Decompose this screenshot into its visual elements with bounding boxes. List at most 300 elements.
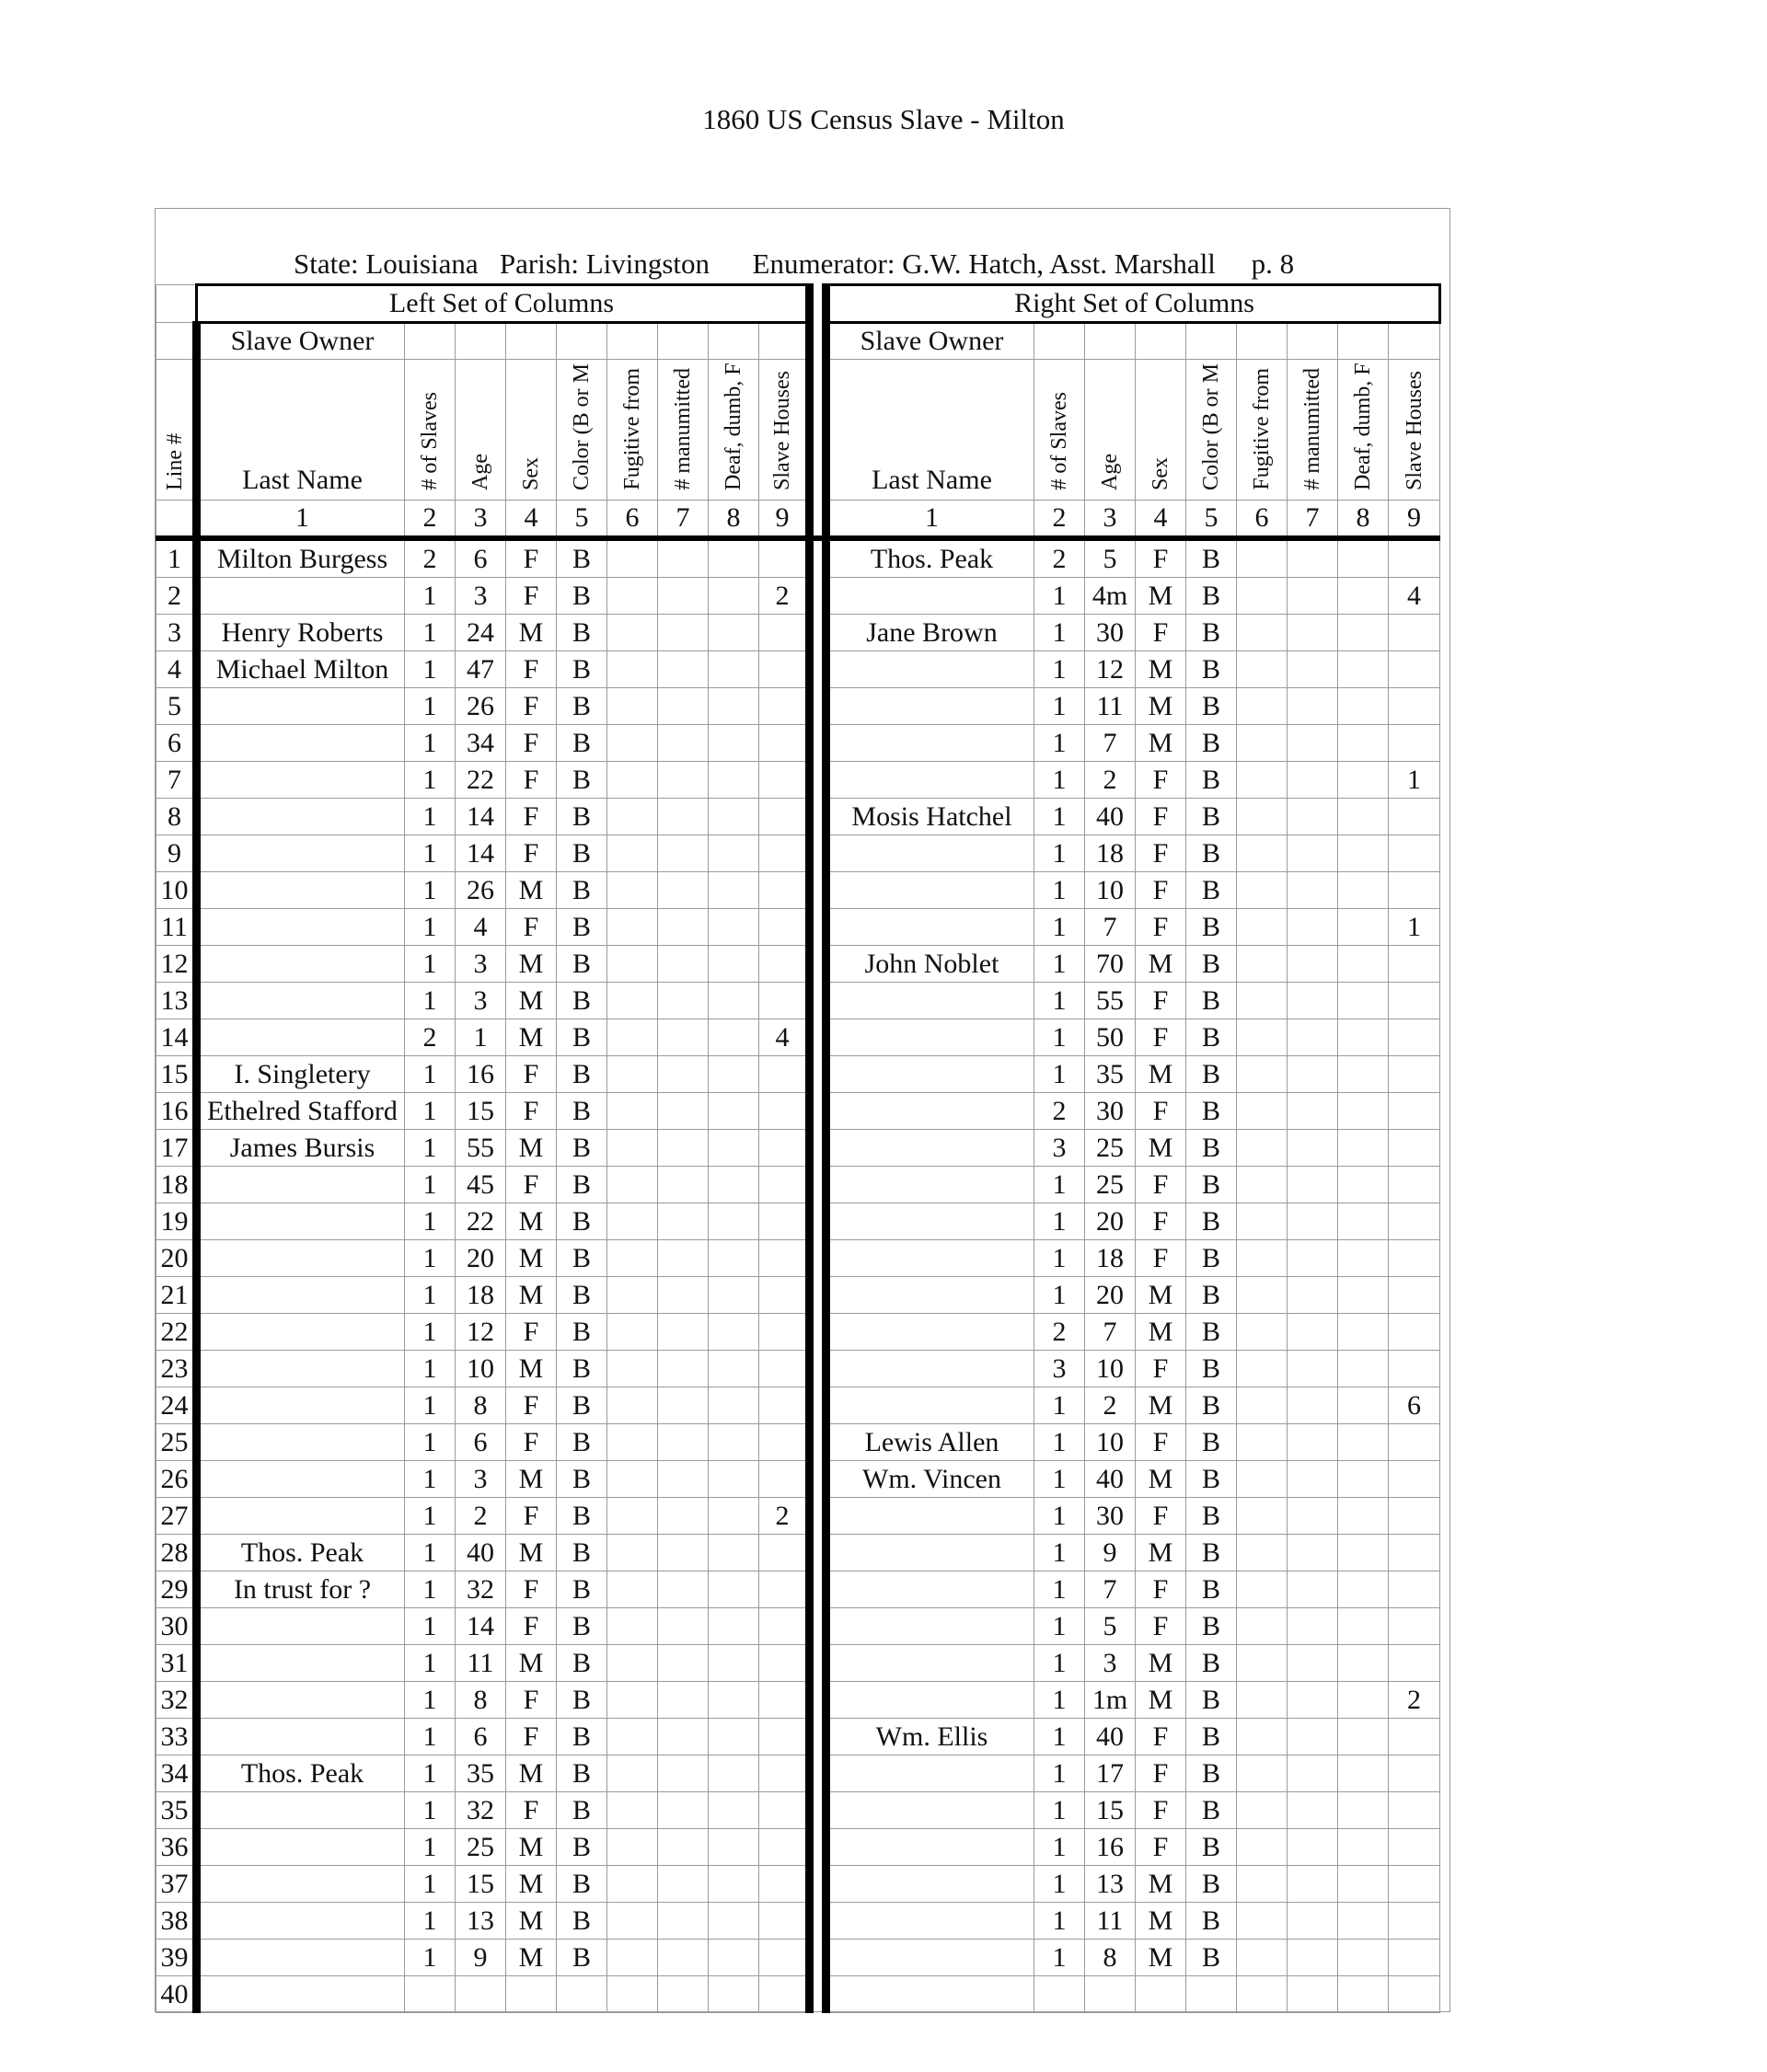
right-data-cell: B	[1186, 1498, 1237, 1535]
left-data-cell: 1	[405, 1314, 456, 1351]
right-owner-cell	[826, 1387, 1034, 1424]
left-data-cell: 3	[456, 983, 506, 1019]
right-data-cell: 2	[1034, 538, 1085, 578]
left-data-cell	[658, 1755, 709, 1792]
left-data-cell: 1	[405, 946, 456, 983]
left-owner-cell	[197, 1424, 405, 1461]
right-data-cell	[1389, 799, 1440, 835]
left-data-cell: 6	[456, 538, 506, 578]
right-data-cell: 7	[1085, 1571, 1136, 1608]
right-column-number: 9	[1389, 501, 1440, 539]
left-data-cell: 10	[456, 1351, 506, 1387]
line-number-header	[156, 360, 197, 501]
left-data-cell: 32	[456, 1571, 506, 1608]
right-owner-cell	[826, 1314, 1034, 1351]
right-data-cell: 1	[1034, 615, 1085, 651]
line-number: 23	[156, 1351, 197, 1387]
left-data-cell	[607, 983, 658, 1019]
right-data-cell: 12	[1085, 651, 1136, 688]
table-row	[156, 1424, 1440, 1461]
right-data-cell: 1	[1034, 578, 1085, 615]
right-data-cell: B	[1186, 1866, 1237, 1903]
right-data-cell: 1	[1034, 1829, 1085, 1866]
right-data-cell	[1389, 1571, 1440, 1608]
right-data-cell: 3	[1034, 1351, 1085, 1387]
right-data-cell: 6	[1389, 1387, 1440, 1424]
right-owner-cell	[826, 983, 1034, 1019]
left-data-cell	[759, 1866, 810, 1903]
left-column-number: 5	[557, 501, 607, 539]
line-number-header-text: Line #	[162, 433, 187, 490]
left-data-cell	[405, 1976, 456, 2013]
left-data-cell: 11	[456, 1645, 506, 1682]
right-data-cell: F	[1136, 538, 1186, 578]
table-row	[156, 1130, 1440, 1167]
left-data-cell: 47	[456, 651, 506, 688]
left-data-cell	[607, 615, 658, 651]
right-data-cell	[1288, 538, 1338, 578]
left-owner-cell	[197, 1829, 405, 1866]
table-row	[156, 1866, 1440, 1903]
right-data-cell: 2	[1034, 1314, 1085, 1351]
right-data-cell: B	[1186, 1203, 1237, 1240]
left-data-cell: 1	[405, 1682, 456, 1719]
right-data-cell	[1389, 1940, 1440, 1976]
right-column-header-text: Sex	[1149, 457, 1172, 490]
right-data-cell: 1	[1034, 799, 1085, 835]
table-row	[156, 1167, 1440, 1203]
right-data-cell	[1288, 1755, 1338, 1792]
table-row	[156, 1719, 1440, 1755]
left-data-cell: 1	[405, 725, 456, 762]
line-number: 3	[156, 615, 197, 651]
right-data-cell: 8	[1085, 1940, 1136, 1976]
line-number: 28	[156, 1535, 197, 1571]
right-data-cell	[1288, 799, 1338, 835]
left-data-cell: 32	[456, 1792, 506, 1829]
left-data-cell	[607, 725, 658, 762]
line-number: 31	[156, 1645, 197, 1682]
right-data-cell: B	[1186, 651, 1237, 688]
left-data-cell	[658, 1571, 709, 1608]
left-data-cell	[709, 1461, 759, 1498]
left-data-cell: 8	[456, 1682, 506, 1719]
left-owner-cell: Ethelred Stafford	[197, 1093, 405, 1130]
left-data-cell	[759, 1240, 810, 1277]
left-column-header-text: Sex	[519, 457, 543, 490]
right-data-cell: B	[1186, 1056, 1237, 1093]
left-data-cell: F	[506, 835, 557, 872]
left-data-cell	[759, 1130, 810, 1167]
left-data-cell	[607, 538, 658, 578]
left-data-cell: B	[557, 1203, 607, 1240]
right-data-cell: 1	[1034, 1240, 1085, 1277]
right-column-header-text: Deaf, dumb, F	[1351, 363, 1375, 490]
left-data-cell: B	[557, 1424, 607, 1461]
left-data-cell: B	[557, 1755, 607, 1792]
left-data-cell: F	[506, 1719, 557, 1755]
line-number: 17	[156, 1130, 197, 1167]
right-data-cell	[1288, 1277, 1338, 1314]
right-data-cell: M	[1136, 1461, 1186, 1498]
left-data-cell	[557, 1976, 607, 2013]
right-data-cell	[1338, 1498, 1389, 1535]
left-data-cell: B	[557, 1535, 607, 1571]
right-data-cell	[1237, 1719, 1288, 1755]
left-data-cell	[658, 762, 709, 799]
right-data-cell: B	[1186, 578, 1237, 615]
left-data-cell	[759, 1351, 810, 1387]
left-data-cell	[658, 1645, 709, 1682]
right-data-cell	[1237, 688, 1288, 725]
right-data-cell	[1338, 1203, 1389, 1240]
right-data-cell	[1338, 725, 1389, 762]
right-data-cell: 25	[1085, 1130, 1136, 1167]
left-data-cell: B	[557, 1645, 607, 1682]
right-data-cell	[1338, 1093, 1389, 1130]
left-data-cell	[709, 1203, 759, 1240]
right-data-cell: M	[1136, 1903, 1186, 1940]
left-owner-cell	[197, 1719, 405, 1755]
left-data-cell: M	[506, 872, 557, 909]
right-data-cell	[1389, 1056, 1440, 1093]
left-data-cell	[709, 1019, 759, 1056]
right-data-cell	[1389, 1203, 1440, 1240]
table-row	[156, 615, 1440, 651]
right-data-cell: B	[1186, 1314, 1237, 1351]
left-data-cell	[607, 1682, 658, 1719]
left-data-cell: B	[557, 1130, 607, 1167]
right-data-cell: F	[1136, 1167, 1186, 1203]
left-data-cell: 15	[456, 1093, 506, 1130]
line-number: 18	[156, 1167, 197, 1203]
left-data-cell: B	[557, 1719, 607, 1755]
right-data-cell: B	[1186, 1093, 1237, 1130]
right-data-cell: 1	[1034, 946, 1085, 983]
line-number: 24	[156, 1387, 197, 1424]
right-data-cell: F	[1136, 1351, 1186, 1387]
left-column-header	[557, 360, 607, 501]
right-data-cell: 1	[1034, 983, 1085, 1019]
left-owner-cell	[197, 1682, 405, 1719]
right-data-cell: 3	[1034, 1130, 1085, 1167]
right-data-cell: 16	[1085, 1829, 1136, 1866]
right-column-number: 6	[1237, 501, 1288, 539]
right-column-header-text: # manumitted	[1300, 368, 1324, 490]
line-number: 13	[156, 983, 197, 1019]
right-data-cell	[1288, 909, 1338, 946]
right-data-cell	[1237, 1314, 1288, 1351]
left-data-cell	[759, 1535, 810, 1571]
left-data-cell	[759, 538, 810, 578]
left-data-cell	[607, 1056, 658, 1093]
right-data-cell	[1338, 1976, 1389, 2013]
right-data-cell: 1	[1034, 1645, 1085, 1682]
right-data-cell: 5	[1085, 1608, 1136, 1645]
left-data-cell	[709, 1240, 759, 1277]
left-data-cell: F	[506, 1608, 557, 1645]
left-data-cell: M	[506, 1351, 557, 1387]
left-data-cell	[658, 799, 709, 835]
right-data-cell: 1	[1034, 872, 1085, 909]
left-data-cell: B	[557, 615, 607, 651]
left-data-cell	[709, 1093, 759, 1130]
left-data-cell: 1	[405, 1351, 456, 1387]
left-data-cell: M	[506, 1461, 557, 1498]
right-data-cell	[1338, 1535, 1389, 1571]
line-number: 34	[156, 1755, 197, 1792]
right-column-number: 1	[826, 501, 1034, 539]
left-data-cell: B	[557, 1314, 607, 1351]
right-data-cell	[1237, 909, 1288, 946]
right-data-cell	[1237, 1351, 1288, 1387]
right-data-cell	[1389, 1424, 1440, 1461]
right-data-cell: F	[1136, 1608, 1186, 1645]
right-data-cell	[1186, 1976, 1237, 2013]
right-data-cell	[1237, 1277, 1288, 1314]
left-data-cell: F	[506, 1792, 557, 1829]
right-column-header	[1136, 360, 1186, 501]
right-data-cell	[1338, 1940, 1389, 1976]
right-data-cell	[1288, 1535, 1338, 1571]
left-data-cell: 1	[405, 688, 456, 725]
left-owner-cell	[197, 983, 405, 1019]
left-data-cell: F	[506, 762, 557, 799]
left-data-cell	[709, 1571, 759, 1608]
right-column-header-text: Slave Houses	[1402, 371, 1426, 490]
line-number: 9	[156, 835, 197, 872]
line-number: 14	[156, 1019, 197, 1056]
right-data-cell: 1	[1034, 1461, 1085, 1498]
right-owner-cell	[826, 872, 1034, 909]
right-data-cell: M	[1136, 1314, 1186, 1351]
left-data-cell	[759, 1903, 810, 1940]
left-data-cell: M	[506, 1240, 557, 1277]
table-row	[156, 578, 1440, 615]
left-data-cell: M	[506, 1755, 557, 1792]
right-data-cell	[1288, 688, 1338, 725]
left-data-cell: 8	[456, 1387, 506, 1424]
left-data-cell: B	[557, 1240, 607, 1277]
left-data-cell	[709, 1866, 759, 1903]
right-data-cell	[1288, 983, 1338, 1019]
right-data-cell: 1	[1034, 1019, 1085, 1056]
left-data-cell	[709, 1424, 759, 1461]
left-data-cell	[607, 1277, 658, 1314]
right-owner-cell	[826, 1608, 1034, 1645]
table-row	[156, 1571, 1440, 1608]
left-data-cell	[759, 615, 810, 651]
left-data-cell: 1	[405, 1056, 456, 1093]
left-data-cell: 3	[456, 946, 506, 983]
right-owner-cell	[826, 651, 1034, 688]
left-data-cell: 6	[456, 1424, 506, 1461]
left-data-cell	[607, 1314, 658, 1351]
left-data-cell	[709, 615, 759, 651]
right-data-cell	[1389, 1792, 1440, 1829]
right-data-cell	[1389, 538, 1440, 578]
left-column-header	[709, 360, 759, 501]
left-data-cell	[658, 1866, 709, 1903]
right-data-cell	[1389, 1093, 1440, 1130]
left-data-cell: B	[557, 1940, 607, 1976]
right-data-cell: B	[1186, 1608, 1237, 1645]
right-column-header	[1085, 360, 1136, 501]
right-column-header-text: Age	[1098, 454, 1122, 490]
line-number: 32	[156, 1682, 197, 1719]
left-data-cell: 1	[405, 1940, 456, 1976]
left-data-cell	[607, 1571, 658, 1608]
left-data-cell: 1	[405, 615, 456, 651]
left-column-header-text: # manumitted	[671, 368, 695, 490]
right-column-header	[1034, 360, 1085, 501]
right-data-cell	[1237, 835, 1288, 872]
right-data-cell: 30	[1085, 1093, 1136, 1130]
left-owner-cell	[197, 1792, 405, 1829]
right-data-cell	[1237, 1424, 1288, 1461]
right-data-cell: 17	[1085, 1755, 1136, 1792]
right-owner-cell	[826, 1940, 1034, 1976]
left-owner-cell: I. Singletery	[197, 1056, 405, 1093]
left-data-cell	[658, 946, 709, 983]
right-data-cell	[1288, 1866, 1338, 1903]
left-owner-cell	[197, 1167, 405, 1203]
left-owner-cell	[197, 578, 405, 615]
right-data-cell	[1338, 1019, 1389, 1056]
right-data-cell	[1288, 1314, 1338, 1351]
left-data-cell: B	[557, 872, 607, 909]
left-data-cell	[658, 1056, 709, 1093]
right-data-cell: 9	[1085, 1535, 1136, 1571]
right-set-title: Right Set of Columns	[826, 285, 1440, 323]
right-data-cell: B	[1186, 1387, 1237, 1424]
left-data-cell	[709, 1940, 759, 1976]
right-owner-cell	[826, 1682, 1034, 1719]
right-data-cell	[1288, 1498, 1338, 1535]
right-data-cell	[1237, 1792, 1288, 1829]
left-data-cell	[759, 1314, 810, 1351]
left-data-cell	[607, 799, 658, 835]
left-data-cell: 6	[456, 1719, 506, 1755]
left-owner-cell	[197, 1240, 405, 1277]
right-data-cell	[1389, 725, 1440, 762]
right-data-cell: B	[1186, 1682, 1237, 1719]
line-number: 16	[156, 1093, 197, 1130]
right-data-cell: 1	[1389, 762, 1440, 799]
left-data-cell	[607, 872, 658, 909]
right-owner-cell	[826, 1498, 1034, 1535]
right-owner-cell	[826, 1019, 1034, 1056]
right-owner-cell	[826, 1240, 1034, 1277]
right-data-cell	[1389, 1976, 1440, 2013]
right-data-cell: M	[1136, 1130, 1186, 1167]
left-data-cell: B	[557, 1167, 607, 1203]
left-data-cell: B	[557, 1351, 607, 1387]
left-data-cell: 1	[405, 1755, 456, 1792]
right-data-cell: M	[1136, 1645, 1186, 1682]
right-data-cell	[1288, 725, 1338, 762]
right-data-cell	[1389, 1903, 1440, 1940]
right-data-cell: B	[1186, 1535, 1237, 1571]
left-owner-cell	[197, 872, 405, 909]
right-data-cell: 1	[1034, 1535, 1085, 1571]
left-owner-cell	[197, 1608, 405, 1645]
right-data-cell	[1338, 1755, 1389, 1792]
right-data-cell: B	[1186, 538, 1237, 578]
left-data-cell: 3	[456, 1461, 506, 1498]
right-data-cell	[1288, 1719, 1338, 1755]
left-data-cell: 22	[456, 1203, 506, 1240]
right-column-header	[1338, 360, 1389, 501]
left-owner-cell: Henry Roberts	[197, 615, 405, 651]
left-data-cell	[709, 799, 759, 835]
left-data-cell	[759, 725, 810, 762]
right-data-cell	[1338, 1240, 1389, 1277]
left-data-cell: F	[506, 1682, 557, 1719]
left-data-cell: 4	[759, 1019, 810, 1056]
right-data-cell: 55	[1085, 983, 1136, 1019]
right-data-cell	[1389, 615, 1440, 651]
left-data-cell	[709, 1130, 759, 1167]
right-data-cell: F	[1136, 799, 1186, 835]
left-data-cell	[607, 1719, 658, 1755]
right-data-cell	[1288, 1203, 1338, 1240]
left-data-cell: M	[506, 983, 557, 1019]
right-data-cell	[1338, 538, 1389, 578]
left-data-cell: B	[557, 1829, 607, 1866]
right-data-cell	[1288, 615, 1338, 651]
right-data-cell	[1389, 1351, 1440, 1387]
left-column-header	[607, 360, 658, 501]
right-data-cell: B	[1186, 1719, 1237, 1755]
left-data-cell: 20	[456, 1240, 506, 1277]
left-data-cell	[709, 1056, 759, 1093]
right-data-cell	[1237, 1056, 1288, 1093]
right-data-cell: 10	[1085, 1424, 1136, 1461]
left-data-cell: B	[557, 1019, 607, 1056]
line-number: 40	[156, 1976, 197, 2013]
left-data-cell	[607, 835, 658, 872]
left-data-cell	[658, 1019, 709, 1056]
left-data-cell	[709, 946, 759, 983]
right-data-cell: B	[1186, 1424, 1237, 1461]
left-data-cell: 45	[456, 1167, 506, 1203]
left-data-cell	[658, 1903, 709, 1940]
left-column-number: 2	[405, 501, 456, 539]
left-data-cell: 55	[456, 1130, 506, 1167]
right-data-cell	[1338, 1829, 1389, 1866]
left-data-cell: 14	[456, 835, 506, 872]
table-row	[156, 1093, 1440, 1130]
right-column-header	[1389, 360, 1440, 501]
left-data-cell	[607, 651, 658, 688]
right-data-cell: B	[1186, 1461, 1237, 1498]
right-owner-cell	[826, 1755, 1034, 1792]
right-data-cell	[1389, 651, 1440, 688]
right-data-cell: 2	[1389, 1682, 1440, 1719]
left-data-cell	[709, 1903, 759, 1940]
right-column-header	[1186, 360, 1237, 501]
left-data-cell: F	[506, 799, 557, 835]
left-owner-cell	[197, 762, 405, 799]
left-owner-cell: Thos. Peak	[197, 1535, 405, 1571]
right-data-cell: F	[1136, 1792, 1186, 1829]
left-data-cell	[709, 1829, 759, 1866]
right-data-cell: B	[1186, 872, 1237, 909]
left-data-cell: 2	[405, 1019, 456, 1056]
right-owner-cell: Lewis Allen	[826, 1424, 1034, 1461]
left-owner-cell	[197, 1314, 405, 1351]
